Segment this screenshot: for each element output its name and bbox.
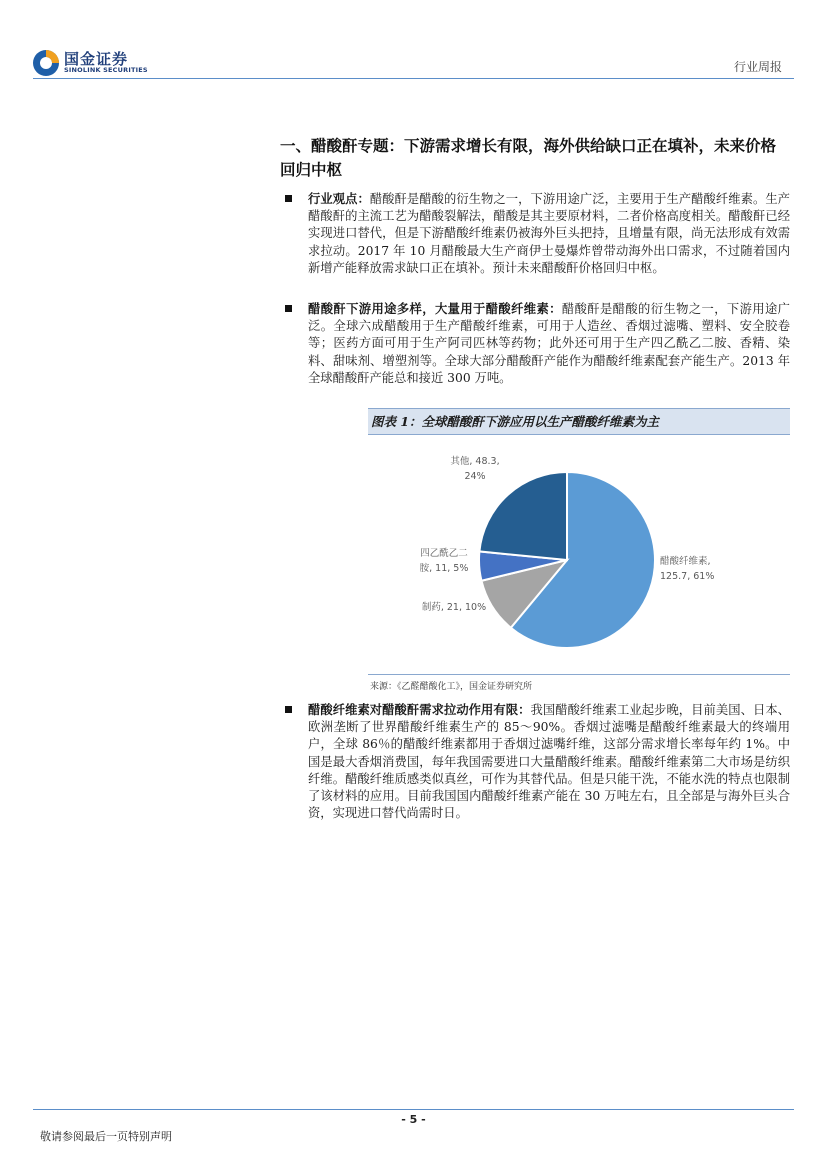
bullet-square-icon [285, 305, 292, 312]
logo-icon [31, 48, 61, 78]
paragraph-industry-view [285, 190, 790, 277]
footer-disclaimer: 敬请参阅最后一页特别声明 [40, 1130, 172, 1143]
footer-divider [33, 1109, 794, 1110]
pie-label-3: 其他, 48.3, 24% [450, 456, 500, 482]
logo-chinese-name: 国金证券 [64, 50, 129, 68]
paragraph-lead: 醋酸酐下游用途多样，大量用于醋酸纤维素： [308, 301, 562, 316]
paragraph-body: 我国醋酸纤维素工业起步晚，目前美国、日本、欧洲垄断了世界醋酸纤维素生产的 85～90%。香烟过滤嘴是醋酸纤维素最大的终端用户，全球 86％的醋酸纤维素都用于香烟过滤嘴纤维，这部分需求增长率每年约 1%。中国是最大香烟消费国，每年我国需要进口大量醋酸纤维素。醋酸纤维素第二大市场是纺织纤维。醋酸纤维质感类似真丝，可作为其替代品。但是只能干洗，不能水洗的特点也限制了该材料的应用。目前我国国内醋酸纤维素产能在 30 万吨左右，且全部是与海外巨头合资，实现进口替代尚需时日。 [308, 703, 790, 821]
paragraph-body: 醋酸酐是醋酸的衍生物之一，下游用途广泛。全球六成醋酸用于生产醋酸纤维素，可用于人造丝、香烟过滤嘴、塑料、安全胶卷等；医药方面可用于生产阿司匹林等药物；此外还可用于生产四乙酰乙二胺、香精、染料、甜味剂、增塑剂等。全球大部分醋酸酐产能作为醋酸纤维素配套产能生产。2013 年全球醋酸酐产能总和接近 300 万吨。 [308, 302, 790, 385]
figure-source: 来源：《乙醛醋酸化工》，国金证券研究所 [370, 682, 533, 692]
paragraph-body: 醋酸酐是醋酸的衍生物之一，下游用途广泛，主要用于生产醋酸纤维素。生产醋酸酐的主流工艺为醋酸裂解法，醋酸是其主要原材料，二者价格高度相关。醋酸酐已经实现进口替代，但是下游醋酸纤维素仍被海外巨头把持，且增量有限，尚无法形成有效需求拉动。2017 年 10 月醋酸最大生产商伊士曼爆炸曾带动海外出口需求，不过随着国内新增产能释放需求缺口正在填补。预计未来醋酸酐价格回归中枢。 [308, 192, 790, 275]
logo-english-name: SINOLINK SECURITIES [64, 66, 148, 74]
figure-bottom-rule [368, 674, 790, 675]
pie-label-0: 醋酸纤维素, 125.7, 61% [660, 556, 715, 582]
paragraph-lead: 醋酸纤维素对醋酸酐需求拉动作用有限： [308, 702, 531, 717]
bullet-square-icon [285, 706, 292, 713]
paragraph-lead: 行业观点： [308, 191, 370, 206]
page-header [0, 0, 827, 82]
report-type-label: 行业周报 [733, 60, 782, 74]
bullet-square-icon [285, 195, 292, 202]
section-title: 一、醋酸酐专题：下游需求增长有限，海外供给缺口正在填补，未来价格回归中枢 [280, 136, 777, 179]
pie-chart [368, 434, 790, 672]
pie-slice-3 [479, 472, 567, 560]
paragraph-downstream-uses [285, 300, 790, 387]
paragraph-cellulose-demand [285, 701, 790, 822]
figure-1 [368, 408, 790, 693]
page-number: - 5 - [401, 1113, 426, 1126]
pie-label-2: 四乙酰乙二胺, 11, 5% [419, 548, 469, 574]
figure-title-bar [368, 408, 790, 435]
company-logo [31, 44, 161, 80]
figure-title: 图表 1：全球醋酸酐下游应用以生产醋酸纤维素为主 [371, 414, 660, 429]
pie-label-1: 制药, 21, 10% [421, 602, 487, 613]
header-divider [33, 78, 794, 79]
